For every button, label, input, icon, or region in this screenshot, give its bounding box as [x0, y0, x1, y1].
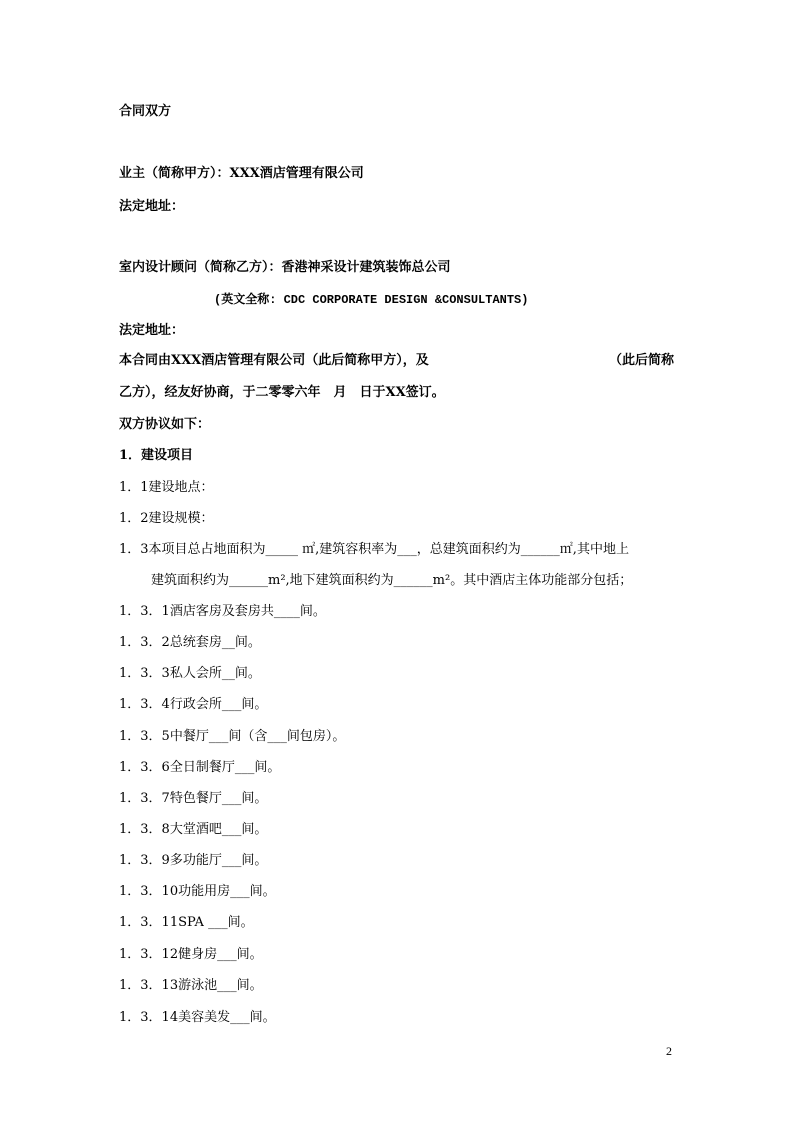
item-1-2: 1．2建设规模： [119, 511, 214, 526]
section-1-title: 1．建设项目 [119, 448, 194, 463]
page-number: 2 [666, 1044, 672, 1058]
consultant-address-label: 法定地址： [119, 323, 185, 338]
owner-address-label: 法定地址： [119, 199, 185, 214]
list-item: 1．3．11SPA ___间。 [119, 915, 254, 930]
item-1-3-line-2: 建筑面积约为______m²,地下建筑面积约为______m²。其中酒店主体功能部分包括； [151, 573, 633, 588]
contract-statement-line-1: 本合同由XXX酒店管理有限公司（此后简称甲方），及 [119, 353, 429, 368]
list-item: 1．3．9多功能厅___间。 [119, 853, 268, 868]
list-item: 1．3．14美容美发___间。 [119, 1010, 276, 1025]
list-item: 1．3．2总统套房__间。 [119, 635, 261, 650]
list-item: 1．3．1酒店客房及套房共____间。 [119, 604, 326, 619]
list-item: 1．3．4行政会所___间。 [119, 697, 268, 712]
item-1-3-line-1: 1．3本项目总占地面积为_____ ㎡,建筑容积率为___，总建筑面积约为______㎡,其中地上 [119, 542, 629, 557]
consultant-english-name: (英文全称: CDC CORPORATE DESIGN &CONSULTANTS) [214, 293, 529, 307]
list-item: 1．3．3私人会所__间。 [119, 666, 261, 681]
list-item: 1．3．5中餐厅___间（含___间包房）。 [119, 729, 346, 744]
list-item: 1．3．7特色餐厅___间。 [119, 791, 268, 806]
list-item: 1．3．12健身房___间。 [119, 947, 263, 962]
section-heading-parties: 合同双方 [119, 104, 172, 119]
contract-statement-right-note: （此后简称 [609, 353, 675, 368]
list-item: 1．3．10功能用房___间。 [119, 884, 276, 899]
owner-line: 业主（简称甲方）：XXX酒店管理有限公司 [119, 166, 364, 181]
list-item: 1．3．13游泳池___间。 [119, 978, 263, 993]
list-item: 1．3．6全日制餐厅___间。 [119, 760, 281, 775]
consultant-line: 室内设计顾问（简称乙方）：香港神采设计建筑装饰总公司 [119, 260, 451, 275]
list-item: 1．3．8大堂酒吧___间。 [119, 822, 268, 837]
contract-statement-line-2: 乙方），经友好协商，于二零零六年 月 日于XX签订。 [119, 385, 445, 400]
item-1-1: 1．1建设地点： [119, 480, 214, 495]
agreement-intro: 双方协议如下： [119, 417, 211, 432]
